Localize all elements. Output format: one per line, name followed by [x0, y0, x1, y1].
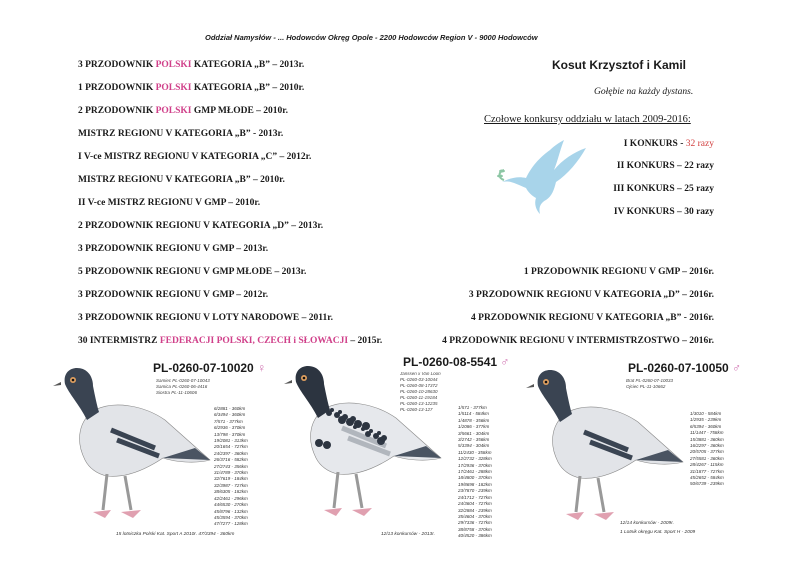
- result-line: 20/1654 - 727km: [214, 444, 248, 450]
- result-line: 13/798 - 370km: [214, 431, 246, 437]
- result-line: 17/2936 - 370km: [458, 462, 492, 468]
- achievement-text: MISTRZ REGIONU V KATEGORIA „B” – 2010r.: [78, 175, 285, 185]
- result-line: 7/571 - 377km: [214, 418, 243, 424]
- contest-label: IV KONKURS –: [613, 207, 685, 217]
- achievement-highlight: FEDERACJI POLSKI, CZECH i SŁOWACJI: [159, 336, 349, 346]
- recent-line: 4 PRZODOWNIK REGIONU V INTERMISTRZOSTWO – 2016r.: [442, 336, 714, 346]
- result-line: 31/4789 - 370km: [214, 470, 248, 476]
- result-line: 1/4878 - 356km: [458, 417, 490, 423]
- contest-value: 25 razy: [684, 184, 714, 194]
- pedigree-line: PL-0260-13-12235: [400, 401, 438, 406]
- pigeon-ring: [403, 355, 509, 369]
- pedigree-line: Siostra PL-11-10606: [156, 390, 197, 395]
- achievement-line: [78, 152, 311, 162]
- contest-line: [614, 207, 714, 217]
- result-line: 19/8698 - 182km: [458, 481, 492, 487]
- result-line: 32/3987 - 727km: [214, 482, 248, 488]
- pigeon-footer: 15 lotniczka Polski Kat. Sport A 2010r. 47/3394 - 360km: [116, 532, 235, 537]
- contest-line: [624, 139, 714, 149]
- result-line: 20/5705 - 377km: [690, 449, 724, 455]
- pigeon-footer: 12/13 konkursów - 2013r.: [381, 532, 435, 537]
- achievement-text: 3 PRZODOWNIK REGIONU V LOTY NARODOWE – 2011r.: [78, 313, 333, 323]
- results-list: [690, 411, 724, 488]
- achievement-text: 3 PRZODOWNIK REGIONU V GMP – 2013r.: [78, 244, 269, 254]
- ring-number: PL-0260-07-10020: [153, 361, 254, 375]
- result-line: 32/7619 - 184km: [214, 476, 248, 482]
- result-line: 1/2086 - 377km: [458, 424, 490, 430]
- sex-icon: ♂: [728, 361, 742, 375]
- pedigree-notes: [156, 378, 210, 396]
- pedigree-line: Brat PL-0260-07-10033: [626, 378, 674, 383]
- result-line: 47/7277 - 128km: [214, 521, 248, 527]
- achievement-line: [78, 129, 283, 139]
- contest-line: [617, 161, 714, 171]
- result-line: 17/2461 - 288km: [458, 469, 492, 475]
- region-header: Oddział Namysłów - ... Hodowców Okręg Opole - 2200 Hodowców Region V - 9000 Hodowców: [205, 33, 538, 42]
- result-line: 1/571 - 377km: [458, 405, 487, 410]
- pigeon-footer: 12/14 konkursów - 2009r.: [620, 521, 674, 526]
- result-line: 1/5114 - 584km: [458, 411, 489, 417]
- result-line: 5/3394 - 304km: [458, 443, 490, 449]
- achievement-line: [78, 313, 333, 323]
- result-line: 26/3716 - 582km: [214, 457, 248, 463]
- achievement-text: 5 PRZODOWNIK REGIONU V GMP MŁODE – 2013r.: [78, 267, 307, 277]
- achievement-text: 3 PRZODOWNIK REGIONU V GMP – 2012r.: [78, 290, 269, 300]
- result-line: 11/1447 - 758km: [690, 430, 724, 436]
- achievement-text: KATEGORIA „B” – 2010r.: [191, 83, 305, 93]
- achievement-line: [78, 83, 304, 93]
- contests-title: Czołowe konkursy oddziału w latach 2009-2016:: [484, 114, 691, 125]
- pigeon-ring: [628, 361, 741, 375]
- contest-label: I KONKURS -: [623, 139, 686, 149]
- recent-line: 3 PRZODOWNIK REGIONU V KATEGORIA „D” – 2016r.: [468, 290, 714, 300]
- achievement-text: 1 PRZODOWNIK: [78, 83, 156, 93]
- recent-line: 4 PRZODOWNIK REGIONU V KATEGORIA „B” - 2016r.: [471, 313, 714, 323]
- result-line: 6/2936 - 370km: [214, 425, 246, 431]
- achievement-text: 2 PRZODOWNIK REGIONU V KATEGORIA „D” – 2013r.: [78, 221, 324, 231]
- result-line: 31/1877 - 727km: [690, 468, 724, 474]
- result-line: 40/4520 - 386km: [458, 533, 492, 539]
- result-line: 3/5661 - 304km: [458, 430, 490, 436]
- result-line: 45/2652 - 584km: [690, 475, 724, 481]
- result-line: 27/5581 - 360km: [690, 455, 724, 461]
- pedigree-line: PL-0260-13-127: [400, 407, 433, 412]
- achievement-line: [78, 60, 304, 70]
- result-line: 3/2742 - 356km: [458, 437, 490, 443]
- achievement-highlight: POLSKI: [155, 106, 192, 116]
- achievement-text: 30 INTERMISTRZ: [78, 336, 160, 346]
- contest-value: 30 razy: [684, 207, 714, 217]
- dove-illustration: [496, 140, 590, 220]
- slogan: Gołębie na każdy dystans.: [594, 87, 694, 97]
- sex-icon: ♂: [497, 355, 510, 369]
- achievement-text: MISTRZ REGIONU V KATEGORIA „B” - 2013r.: [78, 129, 284, 139]
- result-line: 38/8758 - 370km: [458, 526, 492, 532]
- pigeon-footer: 1 Lotnik okręgu Kat. Sport H - 2009: [620, 530, 696, 535]
- achievement-line: [78, 221, 323, 231]
- recent-line: 1 PRZODOWNIK REGIONU V GMP – 2016r.: [523, 267, 714, 277]
- result-line: 27/2743 - 356km: [214, 463, 248, 469]
- pigeon-ring: [153, 361, 266, 375]
- pedigree-line: PL-0260-03-10044: [400, 377, 438, 382]
- contest-label: II KONKURS –: [616, 161, 685, 171]
- pedigree-line: PL-0260-08-17372: [400, 383, 438, 388]
- result-line: 38/6305 - 182km: [214, 489, 248, 495]
- achievement-line: [78, 175, 285, 185]
- result-line: 19/2081 - 313km: [214, 438, 248, 444]
- result-line: 42/2461 - 296km: [214, 495, 248, 501]
- result-line: 32/2884 - 239km: [458, 507, 492, 513]
- results-list: [214, 406, 248, 528]
- result-line: 45/3594 - 370km: [214, 514, 248, 520]
- ring-number: PL-0260-08-5541: [403, 355, 498, 369]
- result-line: 35/4604 - 370km: [458, 513, 492, 519]
- pedigree-line: Samiec PL-0260-07-10043: [156, 378, 210, 383]
- result-line: 1/3010 - 584km: [690, 411, 722, 416]
- ring-number: PL-0260-07-10050: [628, 361, 729, 375]
- achievement-text: – 2015r.: [348, 336, 383, 346]
- sex-icon: ♀: [253, 361, 267, 375]
- result-line: 23/7870 - 239km: [458, 488, 492, 494]
- result-line: 18/4800 - 370km: [458, 475, 492, 481]
- result-line: 15/3881 - 360km: [690, 436, 724, 442]
- achievement-text: GMP MŁODE – 2010r.: [191, 106, 288, 116]
- achievement-text: KATEGORIA „B” – 2013r.: [191, 60, 305, 70]
- owner-name: Kosut Krzysztof i Kamil: [552, 58, 687, 72]
- result-line: 6/3494 - 360km: [214, 412, 246, 418]
- result-line: 12/2732 - 328km: [458, 456, 492, 462]
- achievement-text: 2 PRZODOWNIK: [78, 106, 156, 116]
- contest-value: 22 razy: [684, 161, 714, 171]
- achievement-line: [78, 336, 382, 346]
- result-line: 50/6739 - 239km: [690, 481, 724, 487]
- achievement-text: 3 PRZODOWNIK: [78, 60, 156, 70]
- result-line: 1/2935 - 239km: [690, 417, 722, 423]
- result-line: 6/2881 - 360km: [214, 406, 246, 411]
- achievement-highlight: POLSKI: [155, 83, 192, 93]
- achievement-line: [78, 198, 260, 208]
- achievement-line: [78, 267, 306, 277]
- achievement-line: [78, 290, 268, 300]
- result-line: 29/7336 - 727km: [458, 520, 492, 526]
- pedigree-line: Ojciec PL-11-10662: [626, 384, 666, 389]
- pedigree-line: PL-0260-10-28630: [400, 389, 438, 394]
- result-line: 24/1712 - 727km: [458, 494, 492, 500]
- achievement-text: I V-ce MISTRZ REGIONU V KATEGORIA „C” – 2012r.: [78, 152, 312, 162]
- result-line: 24/3604 - 727km: [458, 501, 492, 507]
- pedigree-notes: [400, 371, 441, 413]
- result-line: 16/2297 - 360km: [690, 443, 724, 449]
- contest-line: [613, 184, 714, 194]
- pedigree-line: PL-0260-11-19184: [400, 395, 438, 400]
- contest-label: III KONKURS –: [613, 184, 685, 194]
- result-line: 24/2397 - 360km: [214, 450, 248, 456]
- result-line: 28/4267 - 115km: [690, 462, 724, 468]
- achievement-line: [78, 244, 268, 254]
- achievement-highlight: POLSKI: [155, 60, 192, 70]
- pedigree-line: Janssen x Van Loon: [400, 371, 441, 376]
- achievement-text: II V-ce MISTRZ REGIONU V GMP – 2010r.: [78, 198, 261, 208]
- results-list: [458, 405, 492, 540]
- result-line: 44/6530 - 270km: [214, 502, 248, 508]
- contest-value: 32 razy: [685, 139, 714, 149]
- achievement-line: [78, 106, 288, 116]
- pedigree-notes: [626, 378, 673, 390]
- result-line: 11/2430 - 358km: [458, 449, 492, 455]
- result-line: 45/8796 - 132km: [214, 508, 248, 514]
- result-line: 6/5394 - 360km: [690, 423, 722, 429]
- pedigree-line: Samica PL-0260-06-4416: [156, 384, 208, 389]
